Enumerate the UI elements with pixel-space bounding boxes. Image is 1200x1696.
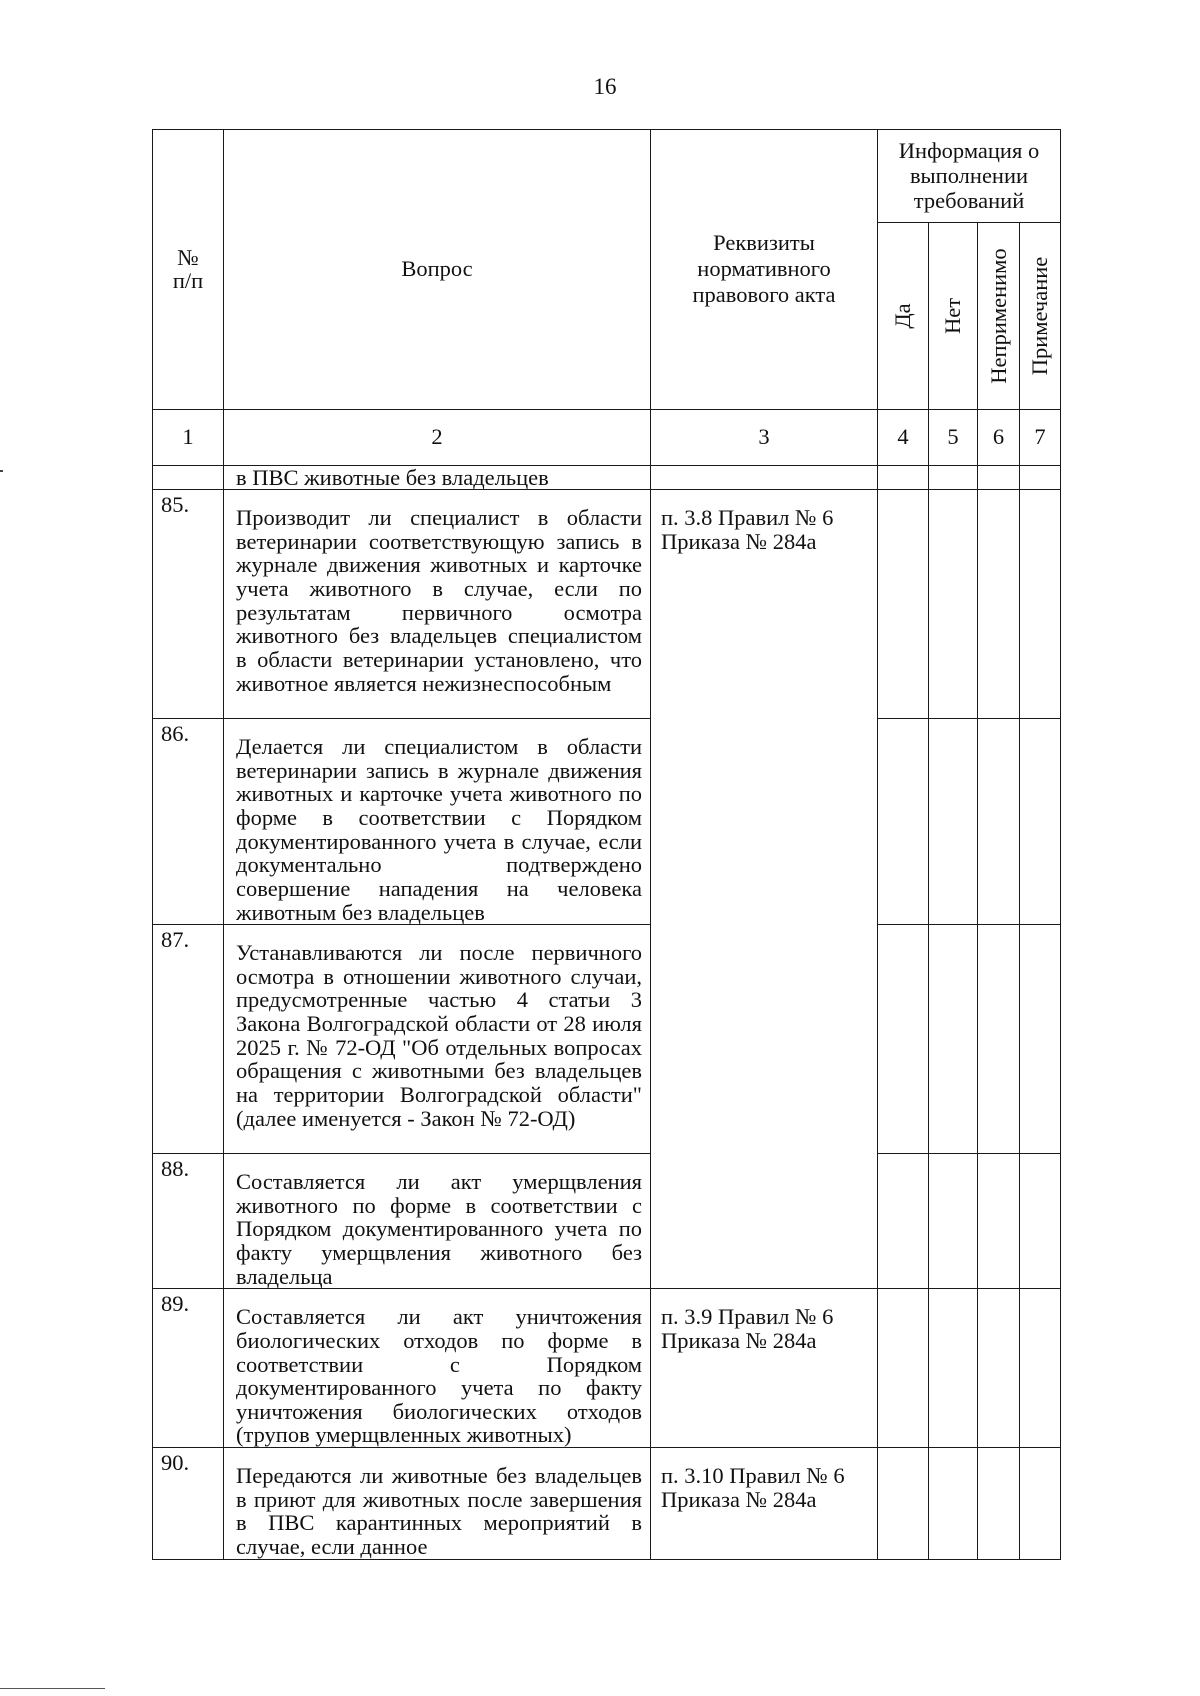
answer-no-cell xyxy=(929,465,978,490)
column-index-cell: 7 xyxy=(1020,409,1061,465)
table-row xyxy=(153,925,1061,1154)
answer-na-cell xyxy=(978,719,1020,925)
requisites-cell: п. 3.8 Правил № 6 Приказа № 284а xyxy=(651,490,878,1289)
answer-yes-cell xyxy=(878,719,929,925)
column-index-cell: 1 xyxy=(153,409,224,465)
question-cell: Делается ли специалистом в области ветеринарии запись в журнале движения животных и карточке учета животного по форме в соответствии с Порядком документированного учета в случае, если документально подтверждено совершение нападения на человека животным без владельцев xyxy=(224,719,651,925)
header-yes xyxy=(878,222,929,409)
question-cell: в ПВС животные без владельцев xyxy=(224,465,651,490)
column-index-cell: 5 xyxy=(929,409,978,465)
requisites-cell: п. 3.10 Правил № 6 Приказа № 284а xyxy=(651,1448,878,1560)
answer-na-cell xyxy=(978,925,1020,1154)
answer-note-cell xyxy=(1020,1448,1061,1560)
header-note xyxy=(1020,222,1061,409)
table-row xyxy=(153,1154,1061,1289)
row-number: 90. xyxy=(153,1448,224,1560)
header-question: Вопрос xyxy=(224,130,651,410)
row-number: 87. xyxy=(153,925,224,1154)
column-index-cell: 4 xyxy=(878,409,929,465)
header-requisites-label: Реквизиты нормативного правового акта xyxy=(692,230,836,308)
question-cell: Устанавливаются ли после первичного осмотра в отношении животного случаи, предусмотренные частью 4 статьи 3 Закона Волгоградской области от 28 июля 2025 г. № 72-ОД "Об отдельных вопросах обращения с животными без владельцев на территории Волгоградской области" (далее именуется - Закон № 72-ОД) xyxy=(224,925,651,1154)
table-row xyxy=(153,490,1061,719)
header-na-label: Неприменимо xyxy=(985,247,1011,384)
row-number: 89. xyxy=(153,1289,224,1448)
question-cell: Составляется ли акт уничтожения биологических отходов по форме в соответствии с Порядком документированного учета по факту уничтожения биологических отходов (трупов умерщвленных животных) xyxy=(224,1289,651,1448)
table-row xyxy=(153,719,1061,925)
header-info-group: Информация о выполнении требований xyxy=(878,130,1061,223)
column-index-cell: 3 xyxy=(651,409,878,465)
answer-na-cell xyxy=(978,465,1020,490)
header-num xyxy=(153,130,224,410)
header-na xyxy=(978,222,1020,409)
row-number: 88. xyxy=(153,1154,224,1289)
num-cell xyxy=(153,465,224,490)
continued-row xyxy=(153,465,1061,490)
answer-note-cell xyxy=(1020,1289,1061,1448)
column-index-cell: 2 xyxy=(224,409,651,465)
answer-no-cell xyxy=(929,1289,978,1448)
answer-na-cell xyxy=(978,490,1020,719)
answer-yes-cell xyxy=(878,1289,929,1448)
scan-edge-line xyxy=(0,1688,105,1689)
column-index-cell: 6 xyxy=(978,409,1020,465)
header-yes-label: Да xyxy=(890,302,916,329)
answer-no-cell xyxy=(929,719,978,925)
answer-no-cell xyxy=(929,925,978,1154)
answer-note-cell xyxy=(1020,719,1061,925)
answer-note-cell xyxy=(1020,1154,1061,1289)
answer-yes-cell xyxy=(878,490,929,719)
answer-no-cell xyxy=(929,1154,978,1289)
requisites-cell xyxy=(651,465,878,490)
header-note-label: Примечание xyxy=(1027,256,1053,375)
answer-yes-cell xyxy=(878,1448,929,1560)
checklist-table xyxy=(152,129,1061,1560)
answer-yes-cell xyxy=(878,465,929,490)
answer-note-cell xyxy=(1020,490,1061,719)
header-requisites xyxy=(651,130,878,410)
answer-note-cell xyxy=(1020,925,1061,1154)
page-number: 16 xyxy=(593,74,617,99)
question-cell: Производит ли специалист в области ветеринарии соответствующую запись в журнале движения животных и карточке учета животного в случае, если по результатам первичного осмотра животного без владельцев специалистом в области ветеринарии установлено, что животное является нежизнеспособным xyxy=(224,490,651,719)
answer-na-cell xyxy=(978,1289,1020,1448)
row-number: 85. xyxy=(153,490,224,719)
answer-no-cell xyxy=(929,1448,978,1560)
header-no-label: Нет xyxy=(940,297,966,334)
answer-no-cell xyxy=(929,490,978,719)
scan-edge-tick xyxy=(0,470,3,472)
question-cell: Составляется ли акт умерщвления животного по форме в соответствии с Порядком документированного учета по факту умерщвления животного без владельца xyxy=(224,1154,651,1289)
column-index-row xyxy=(153,409,1061,465)
table-row xyxy=(153,1289,1061,1448)
requisites-cell: п. 3.9 Правил № 6 Приказа № 284а xyxy=(651,1289,878,1448)
answer-note-cell xyxy=(1020,465,1061,490)
header-no xyxy=(929,222,978,409)
answer-yes-cell xyxy=(878,1154,929,1289)
row-number: 86. xyxy=(153,719,224,925)
header-num-label: № п/п xyxy=(172,244,204,294)
answer-yes-cell xyxy=(878,925,929,1154)
question-cell: Передаются ли животные без владельцев в приют для животных после завершения в ПВС карантинных мероприятий в случае, если данное xyxy=(224,1448,651,1560)
answer-na-cell xyxy=(978,1154,1020,1289)
answer-na-cell xyxy=(978,1448,1020,1560)
table-row xyxy=(153,1448,1061,1560)
header-row xyxy=(153,130,1061,223)
